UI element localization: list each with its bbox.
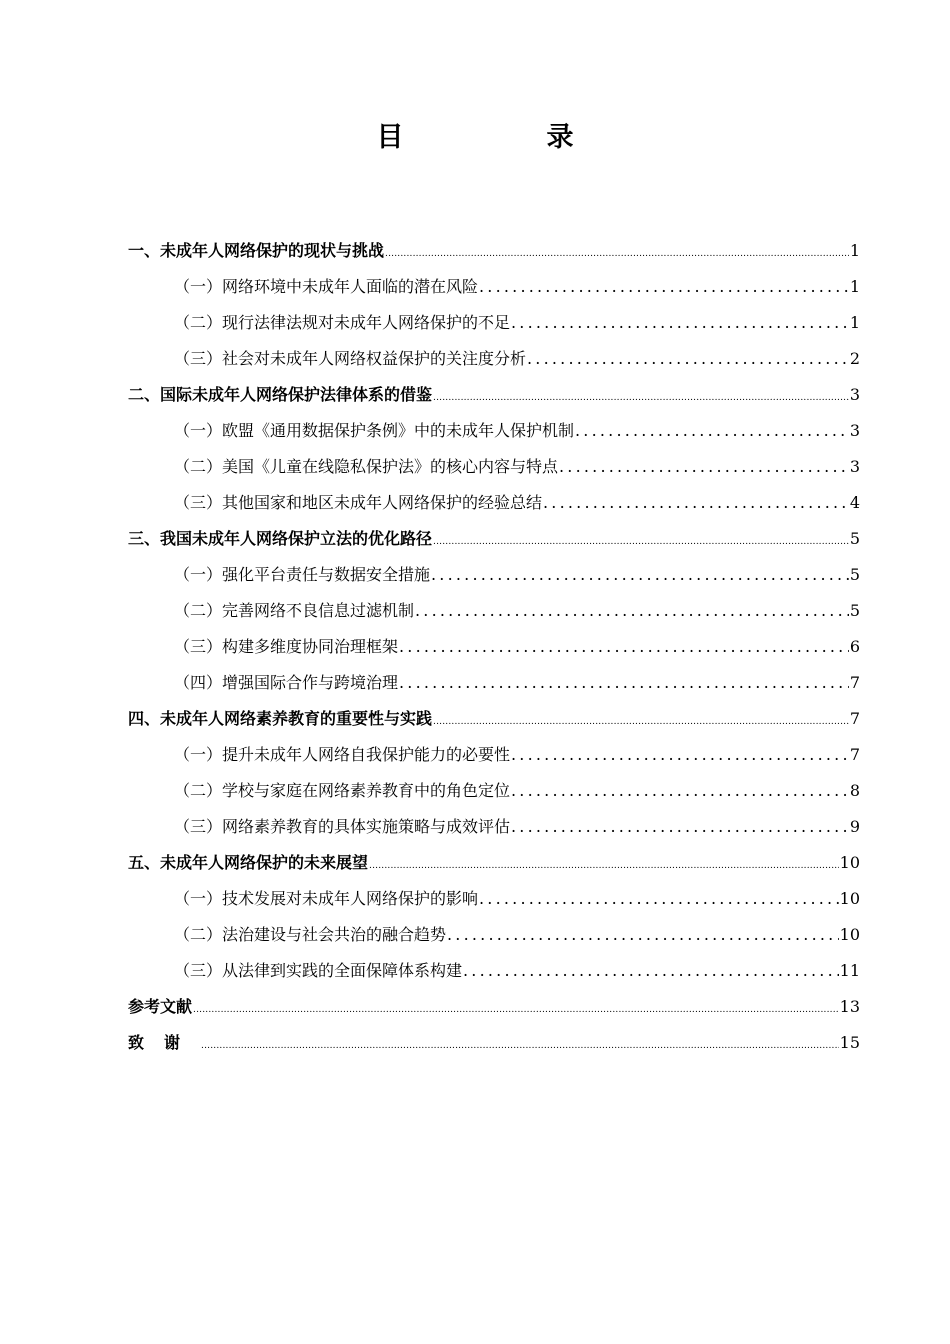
toc-entry-references[interactable] — [128, 989, 860, 1025]
toc-entry-text: （三）从法律到实践的全面保障体系构建 — [174, 961, 463, 980]
dot-leader — [433, 524, 849, 557]
toc-entry-text: 致谢 — [128, 1033, 201, 1052]
toc-entry-chapter-3[interactable] — [128, 521, 860, 557]
toc-page-number: 9 — [849, 817, 860, 836]
dot-leader — [511, 737, 849, 773]
toc-page-number: 1 — [849, 313, 860, 332]
toc-entry-text: （二）现行法律法规对未成年人网络保护的不足 — [174, 313, 511, 332]
toc-page-number: 7 — [849, 673, 860, 692]
toc-entry-text: （一）网络环境中未成年人面临的潜在风险 — [174, 277, 479, 296]
toc-entry-text: 四、未成年人网络素养教育的重要性与实践 — [128, 709, 433, 728]
toc-entry-chapter-5[interactable] — [128, 845, 860, 881]
toc-entry-text: （三）其他国家和地区未成年人网络保护的经验总结 — [174, 493, 543, 512]
dot-leader — [369, 848, 839, 881]
toc-entry-text: （一）技术发展对未成年人网络保护的影响 — [174, 889, 479, 908]
dot-leader — [433, 704, 849, 737]
toc-entry-acknowledgements[interactable] — [128, 1025, 860, 1061]
toc-page-number: 6 — [849, 637, 860, 656]
dot-leader — [201, 1028, 839, 1061]
toc-entry-text: （一）提升未成年人网络自我保护能力的必要性 — [174, 745, 511, 764]
dot-leader — [415, 593, 849, 629]
toc-page-number: 5 — [849, 601, 860, 620]
toc-page-number: 4 — [849, 493, 860, 512]
table-of-contents — [128, 233, 860, 1061]
toc-entry-section-4-1[interactable] — [128, 737, 860, 773]
toc-entry-text: （三）社会对未成年人网络权益保护的关注度分析 — [174, 349, 527, 368]
toc-page-number: 8 — [849, 781, 860, 800]
dot-leader — [399, 629, 849, 665]
dot-leader — [399, 665, 849, 701]
dot-leader — [447, 917, 839, 953]
toc-page-number: 5 — [849, 529, 860, 548]
toc-entry-section-3-1[interactable] — [128, 557, 860, 593]
toc-entry-text: 一、未成年人网络保护的现状与挑战 — [128, 241, 385, 260]
toc-entry-text: （一）欧盟《通用数据保护条例》中的未成年人保护机制 — [174, 421, 575, 440]
toc-entry-text: （三）网络素养教育的具体实施策略与成效评估 — [174, 817, 511, 836]
dot-leader — [431, 557, 849, 593]
toc-page-number: 7 — [849, 745, 860, 764]
toc-page-number: 11 — [839, 961, 860, 980]
toc-entry-section-4-3[interactable] — [128, 809, 860, 845]
toc-page-number: 10 — [839, 853, 860, 872]
dot-leader — [479, 881, 839, 917]
toc-entry-section-2-3[interactable] — [128, 485, 860, 521]
toc-entry-text: （二）完善网络不良信息过滤机制 — [174, 601, 415, 620]
toc-entry-text: （二）美国《儿童在线隐私保护法》的核心内容与特点 — [174, 457, 559, 476]
toc-page-number: 1 — [849, 241, 860, 260]
dot-leader — [511, 773, 849, 809]
toc-entry-section-3-4[interactable] — [128, 665, 860, 701]
toc-entry-text: （二）法治建设与社会共治的融合趋势 — [174, 925, 447, 944]
dot-leader — [479, 269, 849, 305]
dot-leader — [559, 449, 849, 485]
toc-page-number: 2 — [849, 349, 860, 368]
toc-entry-section-5-3[interactable] — [128, 953, 860, 989]
toc-entry-section-2-1[interactable] — [128, 413, 860, 449]
toc-entry-section-4-2[interactable] — [128, 773, 860, 809]
dot-leader — [543, 485, 849, 521]
dot-leader — [511, 809, 849, 845]
toc-page-number: 5 — [849, 565, 860, 584]
toc-page-number: 10 — [839, 889, 860, 908]
toc-page-number: 1 — [849, 277, 860, 296]
dot-leader — [575, 413, 849, 449]
toc-entry-text: 二、国际未成年人网络保护法律体系的借鉴 — [128, 385, 433, 404]
toc-entry-text: （二）学校与家庭在网络素养教育中的角色定位 — [174, 781, 511, 800]
toc-entry-section-3-3[interactable] — [128, 629, 860, 665]
toc-entry-section-5-1[interactable] — [128, 881, 860, 917]
toc-entry-text: 参考文献 — [128, 997, 193, 1016]
toc-entry-section-1-2[interactable] — [128, 305, 860, 341]
toc-page-number: 3 — [849, 457, 860, 476]
dot-leader — [511, 305, 849, 341]
toc-entry-text: （三）构建多维度协同治理框架 — [174, 637, 399, 656]
dot-leader — [463, 953, 839, 989]
toc-entry-section-2-2[interactable] — [128, 449, 860, 485]
toc-page-number: 10 — [839, 925, 860, 944]
toc-entry-section-1-3[interactable] — [128, 341, 860, 377]
toc-page-number: 7 — [849, 709, 860, 728]
dot-leader — [193, 992, 839, 1025]
toc-entry-chapter-2[interactable] — [128, 377, 860, 413]
toc-entry-text: （四）增强国际合作与跨境治理 — [174, 673, 399, 692]
toc-entry-section-5-2[interactable] — [128, 917, 860, 953]
toc-entry-section-3-2[interactable] — [128, 593, 860, 629]
toc-entry-section-1-1[interactable] — [128, 269, 860, 305]
dot-leader — [385, 236, 849, 269]
toc-page-number: 3 — [849, 421, 860, 440]
toc-title: 目 录 — [376, 122, 632, 153]
toc-page-number: 13 — [839, 997, 860, 1016]
dot-leader — [433, 380, 849, 413]
toc-entry-chapter-1[interactable] — [128, 233, 860, 269]
toc-entry-text: 五、未成年人网络保护的未来展望 — [128, 853, 369, 872]
toc-page-number: 15 — [839, 1033, 860, 1052]
toc-entry-chapter-4[interactable] — [128, 701, 860, 737]
toc-entry-text: 三、我国未成年人网络保护立法的优化路径 — [128, 529, 433, 548]
toc-entry-text: （一）强化平台责任与数据安全措施 — [174, 565, 431, 584]
dot-leader — [527, 341, 849, 377]
toc-page-number: 3 — [849, 385, 860, 404]
